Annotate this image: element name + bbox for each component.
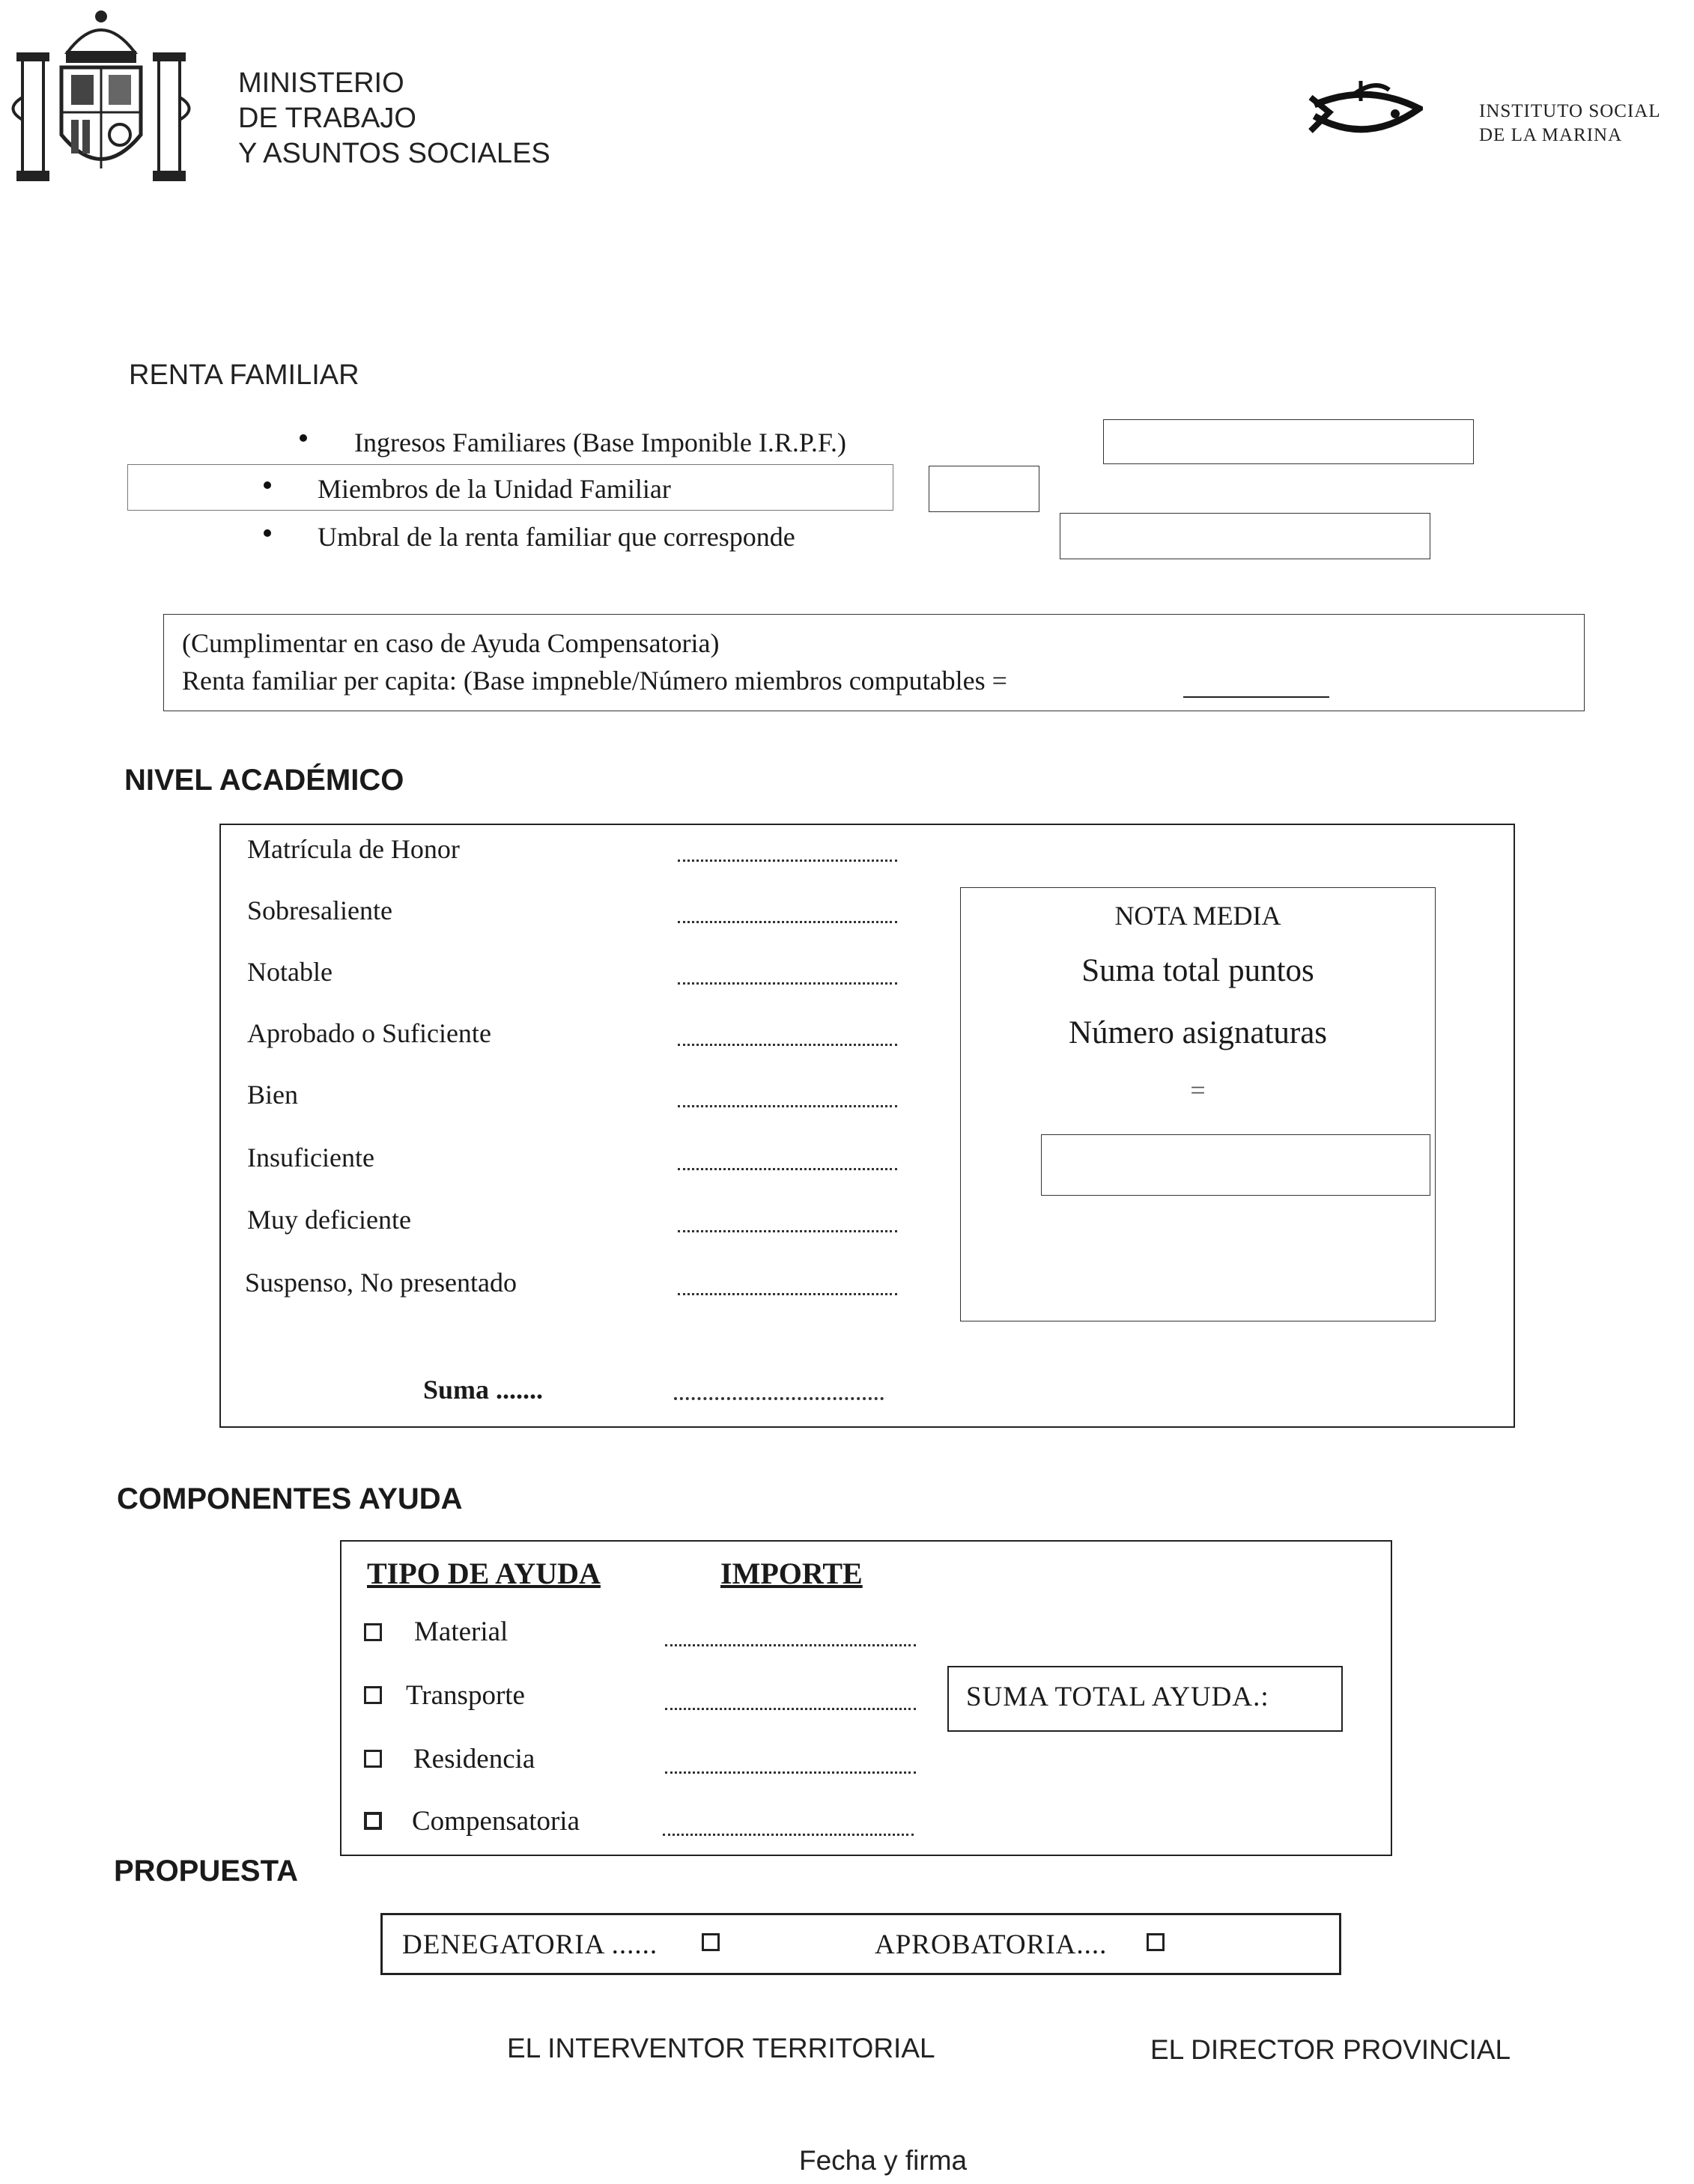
bullet bbox=[264, 529, 271, 537]
col-importe-header: IMPORTE bbox=[720, 1557, 863, 1590]
transporte-importe-input[interactable] bbox=[665, 1708, 916, 1710]
nota-media-equals: = bbox=[1190, 1075, 1206, 1105]
material-importe-input[interactable] bbox=[665, 1644, 916, 1646]
grade-input[interactable] bbox=[678, 1044, 897, 1046]
nota-media-denominator: Número asignaturas bbox=[1068, 1015, 1328, 1050]
nota-media-result-input[interactable] bbox=[1041, 1134, 1430, 1196]
grade-input[interactable] bbox=[678, 1105, 897, 1107]
grade-label: Aprobado o Suficiente bbox=[247, 1018, 491, 1048]
denegatoria-label: DENEGATORIA ...... bbox=[402, 1929, 658, 1960]
fecha-firma-label: Fecha y firma bbox=[799, 2145, 968, 2176]
grade-input[interactable] bbox=[678, 921, 897, 923]
denegatoria-checkbox[interactable] bbox=[702, 1933, 720, 1951]
ministry-line: Y ASUNTOS SOCIALES bbox=[238, 138, 550, 169]
suma-total-ayuda-label: SUMA TOTAL AYUDA.: bbox=[966, 1682, 1269, 1712]
institute-name bbox=[1479, 100, 1661, 147]
transporte-checkbox[interactable] bbox=[364, 1686, 382, 1704]
material-checkbox[interactable] bbox=[364, 1623, 382, 1641]
director-label: EL DIRECTOR PROVINCIAL bbox=[1150, 2034, 1511, 2065]
residencia-checkbox[interactable] bbox=[364, 1750, 382, 1768]
umbral-input[interactable] bbox=[1060, 513, 1430, 559]
aprobatoria-checkbox[interactable] bbox=[1147, 1933, 1165, 1951]
grade-label: Notable bbox=[247, 957, 333, 987]
bullet bbox=[264, 481, 271, 489]
tipo-label-transporte: Transporte bbox=[406, 1680, 525, 1711]
grade-label: Suspenso, No presentado bbox=[245, 1268, 517, 1298]
fish-logo bbox=[1307, 75, 1423, 153]
renta-heading: RENTA FAMILIAR bbox=[129, 359, 359, 391]
per-capita-input[interactable] bbox=[1183, 696, 1329, 698]
aprobatoria-label: APROBATORIA.... bbox=[875, 1929, 1108, 1960]
institute-line: INSTITUTO SOCIAL bbox=[1479, 101, 1661, 121]
miembros-input[interactable] bbox=[929, 466, 1039, 512]
compensatoria-checkbox[interactable] bbox=[364, 1812, 382, 1830]
ministry-line: MINISTERIO bbox=[238, 67, 404, 99]
grade-input[interactable] bbox=[678, 1230, 897, 1232]
per-capita-label: Renta familiar per capita: (Base impneble/Número miembros computables = bbox=[182, 666, 1007, 696]
grade-label: Sobresaliente bbox=[247, 895, 392, 925]
grade-input[interactable] bbox=[678, 860, 897, 862]
grade-label: Muy deficiente bbox=[247, 1205, 411, 1235]
tipo-label-compensatoria: Compensatoria bbox=[412, 1806, 580, 1837]
renta-item-umbral: Umbral de la renta familiar que corresponde bbox=[318, 522, 795, 552]
grade-label: Insuficiente bbox=[247, 1143, 374, 1172]
grade-input[interactable] bbox=[678, 1293, 897, 1295]
residencia-importe-input[interactable] bbox=[665, 1771, 916, 1774]
grade-label: Matrícula de Honor bbox=[247, 834, 460, 864]
compensatoria-importe-input[interactable] bbox=[663, 1834, 914, 1836]
ministry-line: DE TRABAJO bbox=[238, 103, 416, 134]
interventor-label: EL INTERVENTOR TERRITORIAL bbox=[507, 2033, 935, 2063]
coat-of-arms-logo bbox=[7, 0, 195, 187]
tipo-label-residencia: Residencia bbox=[413, 1744, 535, 1774]
nota-media-title: NOTA MEDIA bbox=[1114, 901, 1281, 931]
ministry-name bbox=[238, 66, 550, 171]
grade-input[interactable] bbox=[678, 1168, 897, 1170]
grade-label: Bien bbox=[247, 1080, 298, 1110]
suma-label: Suma ....... bbox=[423, 1375, 544, 1405]
col-tipo-header: TIPO DE AYUDA bbox=[367, 1557, 601, 1590]
compensatoria-note-line1: (Cumplimentar en caso de Ayuda Compensatoria) bbox=[182, 628, 720, 658]
nota-media-numerator: Suma total puntos bbox=[1081, 953, 1314, 988]
componentes-heading: COMPONENTES AYUDA bbox=[117, 1482, 463, 1515]
ingresos-input[interactable] bbox=[1103, 419, 1474, 464]
suma-input[interactable] bbox=[674, 1397, 884, 1400]
grade-input[interactable] bbox=[678, 982, 897, 985]
renta-item-ingresos: Ingresos Familiares (Base Imponible I.R.P.F.) bbox=[354, 428, 847, 457]
academico-heading: NIVEL ACADÉMICO bbox=[124, 764, 404, 797]
tipo-label-material: Material bbox=[414, 1616, 508, 1647]
bullet bbox=[300, 434, 307, 442]
institute-line: DE LA MARINA bbox=[1479, 125, 1623, 145]
propuesta-heading: PROPUESTA bbox=[114, 1855, 298, 1888]
renta-item-miembros: Miembros de la Unidad Familiar bbox=[318, 474, 671, 504]
